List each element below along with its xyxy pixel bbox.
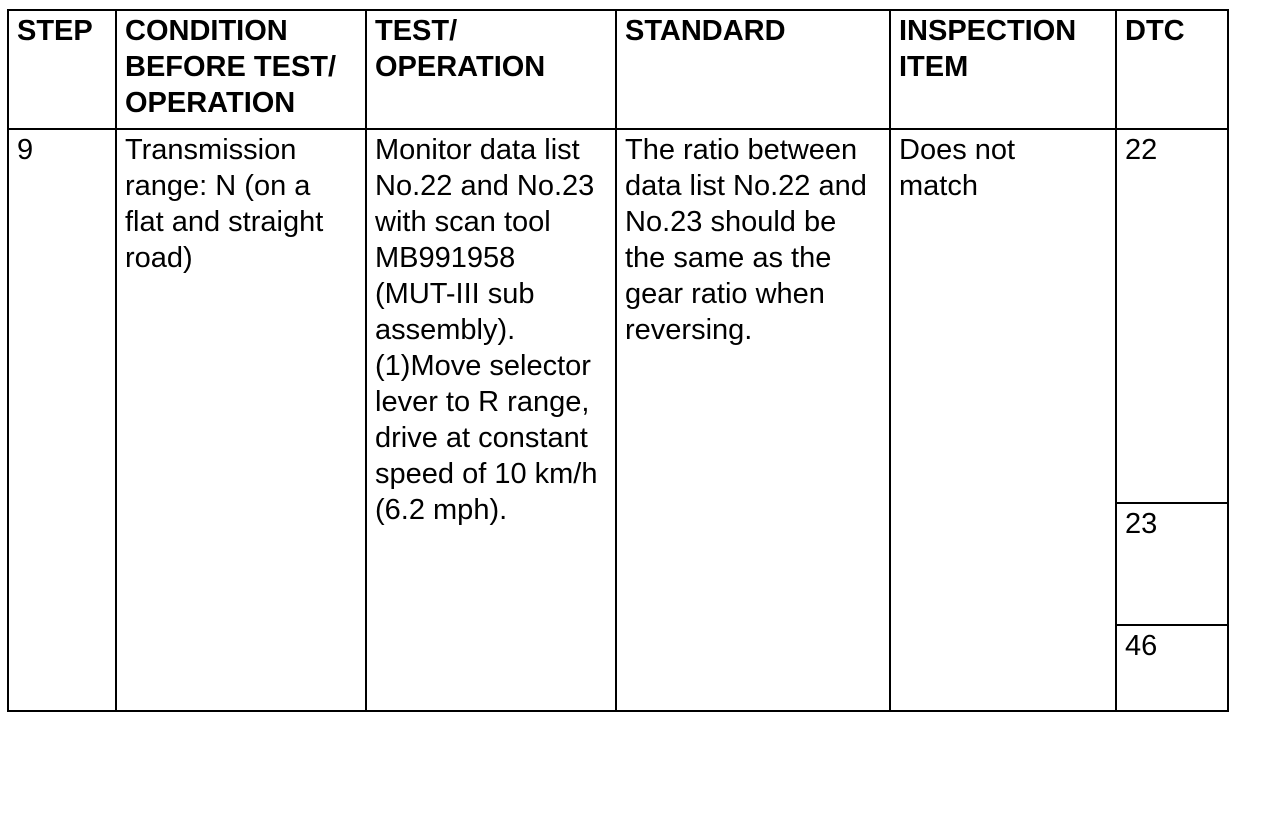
cell-standard: The ratio between data list No.22 and No.23 should be the same as the gear ratio when reversing. xyxy=(616,129,890,711)
table-row xyxy=(8,129,1228,503)
header-test-operation: TEST/ OPERATION xyxy=(366,10,616,129)
cell-inspection-item: Does not match xyxy=(890,129,1116,711)
cell-step: 9 xyxy=(8,129,116,711)
cell-test-operation: Monitor data list No.22 and No.23 with scan tool MB991958 (MUT-III sub assembly). (1)Move selector lever to R range, drive at constant speed of 10 km/h (6.2 mph). xyxy=(366,129,616,711)
header-dtc: DTC xyxy=(1116,10,1228,129)
header-condition: CONDITION BEFORE TEST/ OPERATION xyxy=(116,10,366,129)
header-step: STEP xyxy=(8,10,116,129)
header-standard: STANDARD xyxy=(616,10,890,129)
cell-dtc-22: 22 xyxy=(1116,129,1228,503)
table-header-row xyxy=(8,10,1228,129)
cell-dtc-46: 46 xyxy=(1116,625,1228,711)
inspection-table xyxy=(7,9,1229,712)
cell-condition: Transmission range: N (on a flat and straight road) xyxy=(116,129,366,711)
header-inspection-item: INSPECTION ITEM xyxy=(890,10,1116,129)
cell-dtc-23: 23 xyxy=(1116,503,1228,625)
